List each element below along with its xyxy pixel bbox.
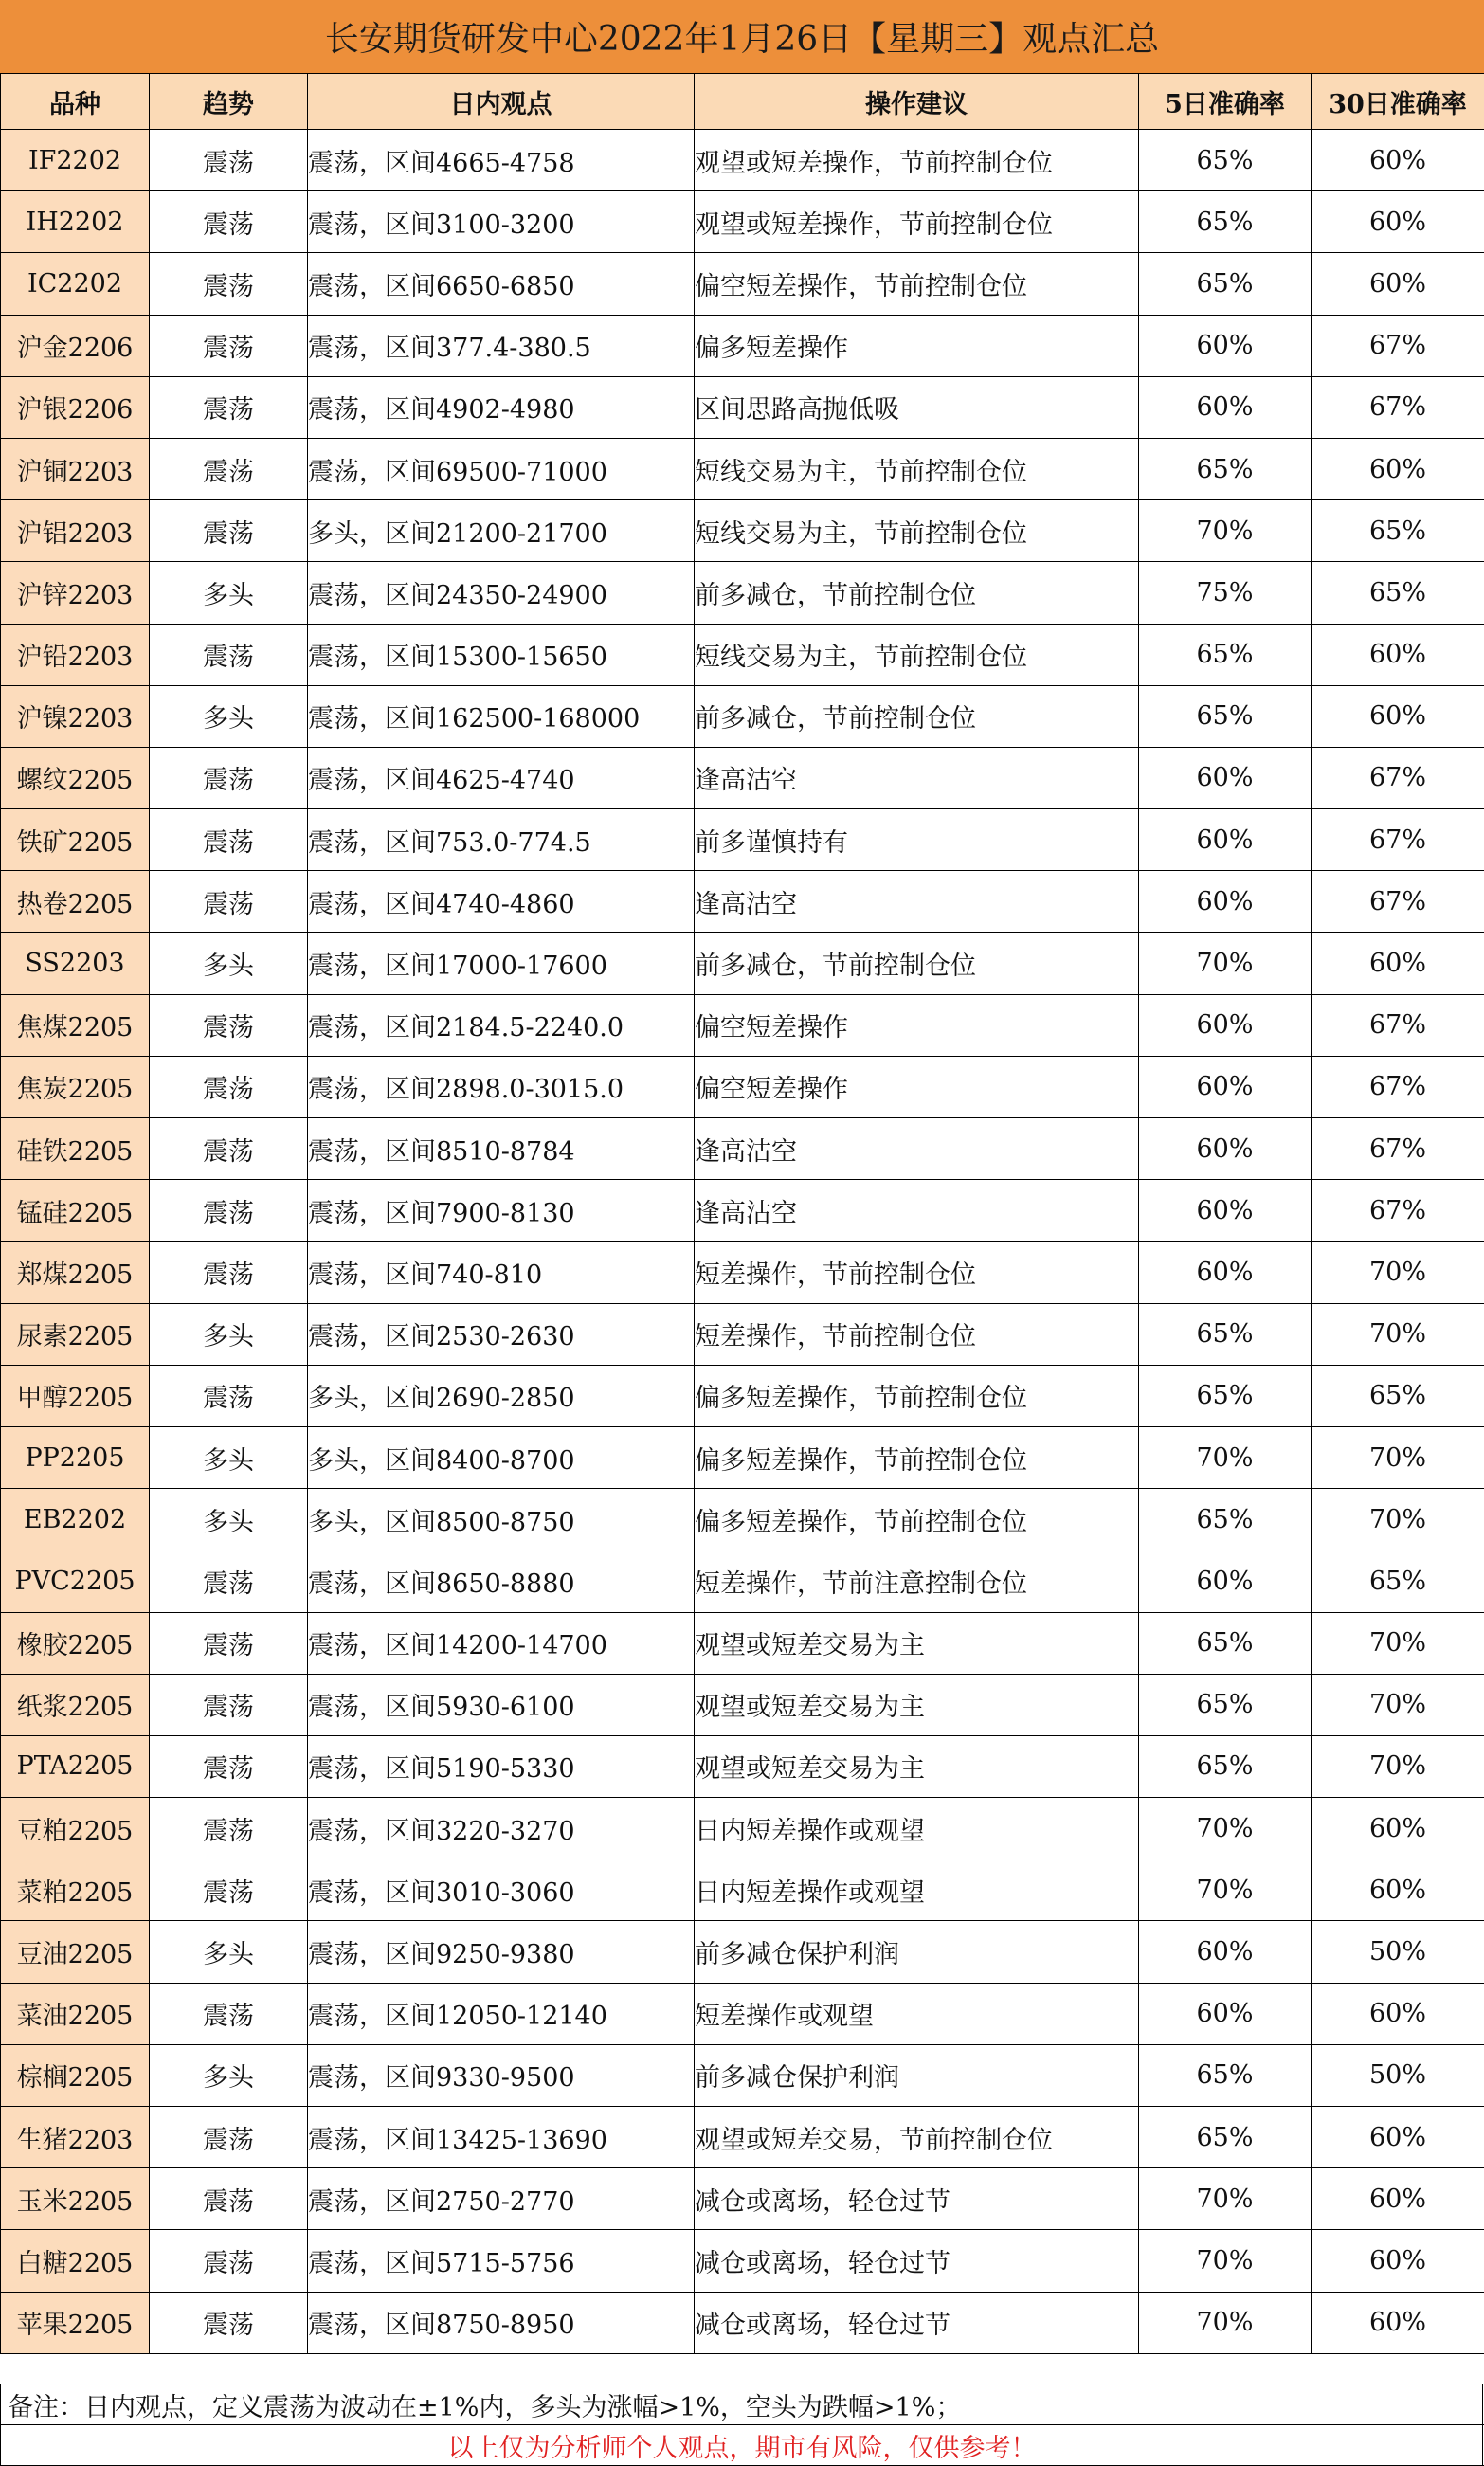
variety-cell: 纸浆2205 — [1, 1674, 150, 1735]
variety-cell: 沪银2206 — [1, 376, 150, 438]
intraday-view-cell: 震荡，区间3220-3270 — [308, 1798, 695, 1859]
table-row — [1, 871, 1484, 933]
trend-cell: 震荡 — [150, 376, 308, 438]
trend-cell: 震荡 — [150, 809, 308, 871]
table-row — [1, 1612, 1484, 1674]
suggestion-cell: 减仓或离场，轻仓过节 — [695, 2168, 1139, 2230]
intraday-view-cell: 震荡，区间4625-4740 — [308, 747, 695, 808]
suggestion-cell: 前多减仓保护利润 — [695, 1921, 1139, 1983]
accuracy-5d-cell: 60% — [1139, 994, 1312, 1056]
intraday-view-cell: 震荡，区间5715-5756 — [308, 2230, 695, 2292]
intraday-view-cell: 震荡，区间2898.0-3015.0 — [308, 1056, 695, 1117]
trend-cell: 震荡 — [150, 1798, 308, 1859]
accuracy-30d-cell: 70% — [1312, 1242, 1484, 1303]
trend-cell: 震荡 — [150, 1242, 308, 1303]
trend-cell: 震荡 — [150, 191, 308, 253]
table-row — [1, 1180, 1484, 1242]
table-row — [1, 130, 1484, 191]
suggestion-cell: 前多减仓，节前控制仓位 — [695, 933, 1139, 994]
table-row — [1, 1118, 1484, 1180]
accuracy-5d-cell: 65% — [1139, 1612, 1312, 1674]
accuracy-30d-cell: 60% — [1312, 130, 1484, 191]
variety-cell: IC2202 — [1, 253, 150, 315]
variety-cell: 沪铜2203 — [1, 438, 150, 499]
accuracy-5d-cell: 60% — [1139, 809, 1312, 871]
accuracy-30d-cell: 60% — [1312, 2168, 1484, 2230]
suggestion-cell: 短线交易为主，节前控制仓位 — [695, 500, 1139, 562]
suggestion-cell: 观望或短差交易为主 — [695, 1674, 1139, 1735]
accuracy-5d-cell: 60% — [1139, 1550, 1312, 1612]
accuracy-30d-cell: 67% — [1312, 1180, 1484, 1242]
accuracy-30d-cell: 60% — [1312, 1798, 1484, 1859]
accuracy-5d-cell: 70% — [1139, 933, 1312, 994]
accuracy-5d-cell: 60% — [1139, 1983, 1312, 2044]
accuracy-5d-cell: 65% — [1139, 1674, 1312, 1735]
intraday-view-cell: 震荡，区间3010-3060 — [308, 1859, 695, 1921]
suggestion-cell: 观望或短差交易，节前控制仓位 — [695, 2107, 1139, 2168]
intraday-view-cell: 多头，区间8500-8750 — [308, 1489, 695, 1550]
suggestion-cell: 偏空短差操作 — [695, 1056, 1139, 1117]
table-row — [1, 562, 1484, 624]
table-row — [1, 2107, 1484, 2168]
table-row — [1, 2168, 1484, 2230]
page-title: 长安期货研发中心2022年1月26日【星期三】观点汇总 — [0, 0, 1484, 75]
suggestion-cell: 偏多短差操作 — [695, 315, 1139, 376]
trend-cell: 震荡 — [150, 2230, 308, 2292]
intraday-view-cell: 震荡，区间69500-71000 — [308, 438, 695, 499]
suggestion-cell: 逢高沽空 — [695, 871, 1139, 933]
header-suggestion: 操作建议 — [695, 74, 1139, 130]
variety-cell: 硅铁2205 — [1, 1118, 150, 1180]
variety-cell: 螺纹2205 — [1, 747, 150, 808]
intraday-view-cell: 震荡，区间2530-2630 — [308, 1303, 695, 1365]
variety-cell: EB2202 — [1, 1489, 150, 1550]
suggestion-cell: 短线交易为主，节前控制仓位 — [695, 624, 1139, 685]
table-row — [1, 994, 1484, 1056]
intraday-view-cell: 震荡，区间17000-17600 — [308, 933, 695, 994]
suggestion-cell: 短差操作，节前控制仓位 — [695, 1242, 1139, 1303]
suggestion-cell: 偏空短差操作，节前控制仓位 — [695, 253, 1139, 315]
accuracy-5d-cell: 65% — [1139, 253, 1312, 315]
suggestion-cell: 偏多短差操作，节前控制仓位 — [695, 1365, 1139, 1426]
accuracy-30d-cell: 70% — [1312, 1674, 1484, 1735]
header-intraday-view: 日内观点 — [308, 74, 695, 130]
accuracy-5d-cell: 60% — [1139, 871, 1312, 933]
accuracy-5d-cell: 60% — [1139, 1242, 1312, 1303]
accuracy-30d-cell: 50% — [1312, 2044, 1484, 2106]
table-row — [1, 500, 1484, 562]
trend-cell: 多头 — [150, 562, 308, 624]
intraday-view-cell: 震荡，区间9330-9500 — [308, 2044, 695, 2106]
variety-cell: IF2202 — [1, 130, 150, 191]
intraday-view-cell: 震荡，区间5190-5330 — [308, 1735, 695, 1797]
table-row — [1, 438, 1484, 499]
accuracy-30d-cell: 67% — [1312, 1056, 1484, 1117]
table-row — [1, 191, 1484, 253]
suggestion-cell: 短线交易为主，节前控制仓位 — [695, 438, 1139, 499]
accuracy-30d-cell: 60% — [1312, 1859, 1484, 1921]
accuracy-30d-cell: 60% — [1312, 438, 1484, 499]
variety-cell: 甲醇2205 — [1, 1365, 150, 1426]
suggestion-cell: 偏多短差操作，节前控制仓位 — [695, 1426, 1139, 1488]
accuracy-30d-cell: 70% — [1312, 1426, 1484, 1488]
trend-cell: 震荡 — [150, 1735, 308, 1797]
accuracy-5d-cell: 60% — [1139, 1921, 1312, 1983]
accuracy-30d-cell: 60% — [1312, 2292, 1484, 2353]
accuracy-30d-cell: 50% — [1312, 1921, 1484, 1983]
accuracy-30d-cell: 70% — [1312, 1612, 1484, 1674]
table-row — [1, 376, 1484, 438]
variety-cell: 沪铅2203 — [1, 624, 150, 685]
accuracy-30d-cell: 65% — [1312, 562, 1484, 624]
table-row — [1, 2044, 1484, 2106]
accuracy-5d-cell: 70% — [1139, 1798, 1312, 1859]
variety-cell: IH2202 — [1, 191, 150, 253]
accuracy-5d-cell: 70% — [1139, 2230, 1312, 2292]
variety-cell: PVC2205 — [1, 1550, 150, 1612]
trend-cell: 震荡 — [150, 624, 308, 685]
accuracy-30d-cell: 60% — [1312, 933, 1484, 994]
variety-cell: 郑煤2205 — [1, 1242, 150, 1303]
risk-warning: 以上仅为分析师个人观点，期市有风险，仅供参考！ — [0, 2425, 1484, 2466]
suggestion-cell: 偏空短差操作 — [695, 994, 1139, 1056]
intraday-view-cell: 震荡，区间15300-15650 — [308, 624, 695, 685]
trend-cell: 震荡 — [150, 2107, 308, 2168]
trend-cell: 震荡 — [150, 1056, 308, 1117]
intraday-view-cell: 震荡，区间14200-14700 — [308, 1612, 695, 1674]
trend-cell: 震荡 — [150, 315, 308, 376]
intraday-view-cell: 多头，区间8400-8700 — [308, 1426, 695, 1488]
table-row — [1, 933, 1484, 994]
intraday-view-cell: 震荡，区间740-810 — [308, 1242, 695, 1303]
table-row — [1, 2230, 1484, 2292]
table-row — [1, 747, 1484, 808]
suggestion-cell: 短差操作，节前注意控制仓位 — [695, 1550, 1139, 1612]
accuracy-30d-cell: 70% — [1312, 1489, 1484, 1550]
intraday-view-cell: 震荡，区间4902-4980 — [308, 376, 695, 438]
accuracy-30d-cell: 65% — [1312, 1550, 1484, 1612]
trend-cell: 震荡 — [150, 500, 308, 562]
variety-cell: 苹果2205 — [1, 2292, 150, 2353]
accuracy-30d-cell: 70% — [1312, 1303, 1484, 1365]
accuracy-5d-cell: 65% — [1139, 1735, 1312, 1797]
accuracy-30d-cell: 60% — [1312, 685, 1484, 747]
variety-cell: 生猪2203 — [1, 2107, 150, 2168]
trend-cell: 震荡 — [150, 1550, 308, 1612]
table-row — [1, 1426, 1484, 1488]
table-row — [1, 685, 1484, 747]
trend-cell: 震荡 — [150, 1983, 308, 2044]
accuracy-30d-cell: 60% — [1312, 624, 1484, 685]
suggestion-cell: 前多减仓，节前控制仓位 — [695, 562, 1139, 624]
header-variety: 品种 — [1, 74, 150, 130]
variety-cell: PTA2205 — [1, 1735, 150, 1797]
accuracy-30d-cell: 67% — [1312, 871, 1484, 933]
accuracy-5d-cell: 65% — [1139, 191, 1312, 253]
trend-cell: 多头 — [150, 685, 308, 747]
intraday-view-cell: 震荡，区间4665-4758 — [308, 130, 695, 191]
intraday-view-cell: 震荡，区间8510-8784 — [308, 1118, 695, 1180]
accuracy-5d-cell: 70% — [1139, 2168, 1312, 2230]
accuracy-5d-cell: 70% — [1139, 500, 1312, 562]
suggestion-cell: 逢高沽空 — [695, 1118, 1139, 1180]
accuracy-30d-cell: 67% — [1312, 1118, 1484, 1180]
suggestion-cell: 短差操作或观望 — [695, 1983, 1139, 2044]
variety-cell: 白糖2205 — [1, 2230, 150, 2292]
accuracy-30d-cell: 67% — [1312, 376, 1484, 438]
variety-cell: 沪铝2203 — [1, 500, 150, 562]
table-row — [1, 1735, 1484, 1797]
suggestion-cell: 前多减仓保护利润 — [695, 2044, 1139, 2106]
variety-cell: 棕榈2205 — [1, 2044, 150, 2106]
accuracy-30d-cell: 67% — [1312, 994, 1484, 1056]
suggestion-cell: 减仓或离场，轻仓过节 — [695, 2292, 1139, 2353]
suggestion-cell: 观望或短差交易为主 — [695, 1735, 1139, 1797]
variety-cell: PP2205 — [1, 1426, 150, 1488]
accuracy-5d-cell: 65% — [1139, 438, 1312, 499]
intraday-view-cell: 多头，区间2690-2850 — [308, 1365, 695, 1426]
accuracy-30d-cell: 60% — [1312, 2107, 1484, 2168]
accuracy-5d-cell: 60% — [1139, 1118, 1312, 1180]
trend-cell: 震荡 — [150, 747, 308, 808]
table-row — [1, 2292, 1484, 2353]
table-row — [1, 1242, 1484, 1303]
variety-cell: 焦炭2205 — [1, 1056, 150, 1117]
header-trend: 趋势 — [150, 74, 308, 130]
variety-cell: 沪锌2203 — [1, 562, 150, 624]
suggestion-cell: 前多减仓，节前控制仓位 — [695, 685, 1139, 747]
variety-cell: 豆油2205 — [1, 1921, 150, 1983]
table-row — [1, 253, 1484, 315]
intraday-view-cell: 震荡，区间2184.5-2240.0 — [308, 994, 695, 1056]
variety-cell: 锰硅2205 — [1, 1180, 150, 1242]
accuracy-30d-cell: 60% — [1312, 2230, 1484, 2292]
trend-cell: 多头 — [150, 1489, 308, 1550]
trend-cell: 多头 — [150, 1921, 308, 1983]
intraday-view-cell: 震荡，区间8750-8950 — [308, 2292, 695, 2353]
suggestion-cell: 逢高沽空 — [695, 1180, 1139, 1242]
accuracy-5d-cell: 65% — [1139, 1303, 1312, 1365]
accuracy-30d-cell: 60% — [1312, 253, 1484, 315]
table-header-row — [1, 74, 1484, 130]
variety-cell: 橡胶2205 — [1, 1612, 150, 1674]
accuracy-30d-cell: 70% — [1312, 1735, 1484, 1797]
intraday-view-cell: 震荡，区间4740-4860 — [308, 871, 695, 933]
accuracy-5d-cell: 65% — [1139, 130, 1312, 191]
header-accuracy-30d: 30日准确率 — [1312, 74, 1484, 130]
table-row — [1, 1056, 1484, 1117]
variety-cell: 尿素2205 — [1, 1303, 150, 1365]
accuracy-5d-cell: 75% — [1139, 562, 1312, 624]
intraday-view-cell: 震荡，区间753.0-774.5 — [308, 809, 695, 871]
suggestion-cell: 短差操作，节前控制仓位 — [695, 1303, 1139, 1365]
intraday-view-cell: 震荡，区间9250-9380 — [308, 1921, 695, 1983]
border-left — [0, 2384, 1, 2466]
suggestion-cell: 日内短差操作或观望 — [695, 1798, 1139, 1859]
suggestion-cell: 观望或短差交易为主 — [695, 1612, 1139, 1674]
suggestion-cell: 日内短差操作或观望 — [695, 1859, 1139, 1921]
trend-cell: 震荡 — [150, 1612, 308, 1674]
trend-cell: 震荡 — [150, 1180, 308, 1242]
trend-cell: 震荡 — [150, 1859, 308, 1921]
suggestion-cell: 区间思路高抛低吸 — [695, 376, 1139, 438]
intraday-view-cell: 震荡，区间24350-24900 — [308, 562, 695, 624]
accuracy-5d-cell: 70% — [1139, 1859, 1312, 1921]
accuracy-5d-cell: 65% — [1139, 1365, 1312, 1426]
table-row — [1, 1489, 1484, 1550]
trend-cell: 多头 — [150, 2044, 308, 2106]
intraday-view-cell: 震荡，区间7900-8130 — [308, 1180, 695, 1242]
intraday-view-cell: 震荡，区间13425-13690 — [308, 2107, 695, 2168]
accuracy-30d-cell: 60% — [1312, 191, 1484, 253]
accuracy-5d-cell: 65% — [1139, 624, 1312, 685]
trend-cell: 震荡 — [150, 871, 308, 933]
suggestion-cell: 减仓或离场，轻仓过节 — [695, 2230, 1139, 2292]
accuracy-5d-cell: 60% — [1139, 376, 1312, 438]
accuracy-5d-cell: 70% — [1139, 1426, 1312, 1488]
accuracy-5d-cell: 60% — [1139, 315, 1312, 376]
trend-cell: 震荡 — [150, 1674, 308, 1735]
intraday-view-cell: 震荡，区间377.4-380.5 — [308, 315, 695, 376]
accuracy-30d-cell: 65% — [1312, 1365, 1484, 1426]
intraday-view-cell: 震荡，区间3100-3200 — [308, 191, 695, 253]
table-row — [1, 1365, 1484, 1426]
table-row — [1, 1798, 1484, 1859]
accuracy-5d-cell: 60% — [1139, 1180, 1312, 1242]
header-accuracy-5d: 5日准确率 — [1139, 74, 1312, 130]
footnote: 备注：日内观点，定义震荡为波动在±1%内，多头为涨幅>1%，空头为跌幅>1%； — [0, 2384, 1484, 2425]
accuracy-5d-cell: 65% — [1139, 1489, 1312, 1550]
table-row — [1, 1550, 1484, 1612]
accuracy-30d-cell: 65% — [1312, 500, 1484, 562]
variety-cell: 玉米2205 — [1, 2168, 150, 2230]
trend-cell: 多头 — [150, 933, 308, 994]
trend-cell: 震荡 — [150, 2168, 308, 2230]
variety-cell: 豆粕2205 — [1, 1798, 150, 1859]
table-row — [1, 1859, 1484, 1921]
accuracy-5d-cell: 60% — [1139, 747, 1312, 808]
accuracy-30d-cell: 67% — [1312, 315, 1484, 376]
intraday-view-cell: 震荡，区间8650-8880 — [308, 1550, 695, 1612]
suggestion-cell: 观望或短差操作，节前控制仓位 — [695, 130, 1139, 191]
variety-cell: 铁矿2205 — [1, 809, 150, 871]
accuracy-30d-cell: 67% — [1312, 809, 1484, 871]
intraday-view-cell: 震荡，区间12050-12140 — [308, 1983, 695, 2044]
variety-cell: 菜油2205 — [1, 1983, 150, 2044]
table-row — [1, 1303, 1484, 1365]
table-row — [1, 1921, 1484, 1983]
variety-cell: 沪镍2203 — [1, 685, 150, 747]
intraday-view-cell: 震荡，区间6650-6850 — [308, 253, 695, 315]
trend-cell: 震荡 — [150, 253, 308, 315]
views-table — [0, 73, 1484, 2354]
table-row — [1, 315, 1484, 376]
trend-cell: 多头 — [150, 1303, 308, 1365]
accuracy-30d-cell: 60% — [1312, 1983, 1484, 2044]
intraday-view-cell: 震荡，区间2750-2770 — [308, 2168, 695, 2230]
trend-cell: 震荡 — [150, 1118, 308, 1180]
accuracy-5d-cell: 65% — [1139, 685, 1312, 747]
trend-cell: 震荡 — [150, 130, 308, 191]
variety-cell: 菜粕2205 — [1, 1859, 150, 1921]
table-row — [1, 809, 1484, 871]
table-row — [1, 1674, 1484, 1735]
suggestion-cell: 逢高沽空 — [695, 747, 1139, 808]
trend-cell: 震荡 — [150, 994, 308, 1056]
accuracy-5d-cell: 65% — [1139, 2107, 1312, 2168]
suggestion-cell: 偏多短差操作，节前控制仓位 — [695, 1489, 1139, 1550]
suggestion-cell: 观望或短差操作，节前控制仓位 — [695, 191, 1139, 253]
variety-cell: 热卷2205 — [1, 871, 150, 933]
trend-cell: 震荡 — [150, 1365, 308, 1426]
accuracy-30d-cell: 67% — [1312, 747, 1484, 808]
accuracy-5d-cell: 60% — [1139, 1056, 1312, 1117]
table-row — [1, 624, 1484, 685]
intraday-view-cell: 多头，区间21200-21700 — [308, 500, 695, 562]
suggestion-cell: 前多谨慎持有 — [695, 809, 1139, 871]
variety-cell: 沪金2206 — [1, 315, 150, 376]
border-right — [1482, 2384, 1483, 2466]
trend-cell: 多头 — [150, 1426, 308, 1488]
variety-cell: SS2203 — [1, 933, 150, 994]
accuracy-5d-cell: 70% — [1139, 2292, 1312, 2353]
table-row — [1, 1983, 1484, 2044]
intraday-view-cell: 震荡，区间162500-168000 — [308, 685, 695, 747]
intraday-view-cell: 震荡，区间5930-6100 — [308, 1674, 695, 1735]
trend-cell: 震荡 — [150, 438, 308, 499]
trend-cell: 震荡 — [150, 2292, 308, 2353]
accuracy-5d-cell: 65% — [1139, 2044, 1312, 2106]
variety-cell: 焦煤2205 — [1, 994, 150, 1056]
